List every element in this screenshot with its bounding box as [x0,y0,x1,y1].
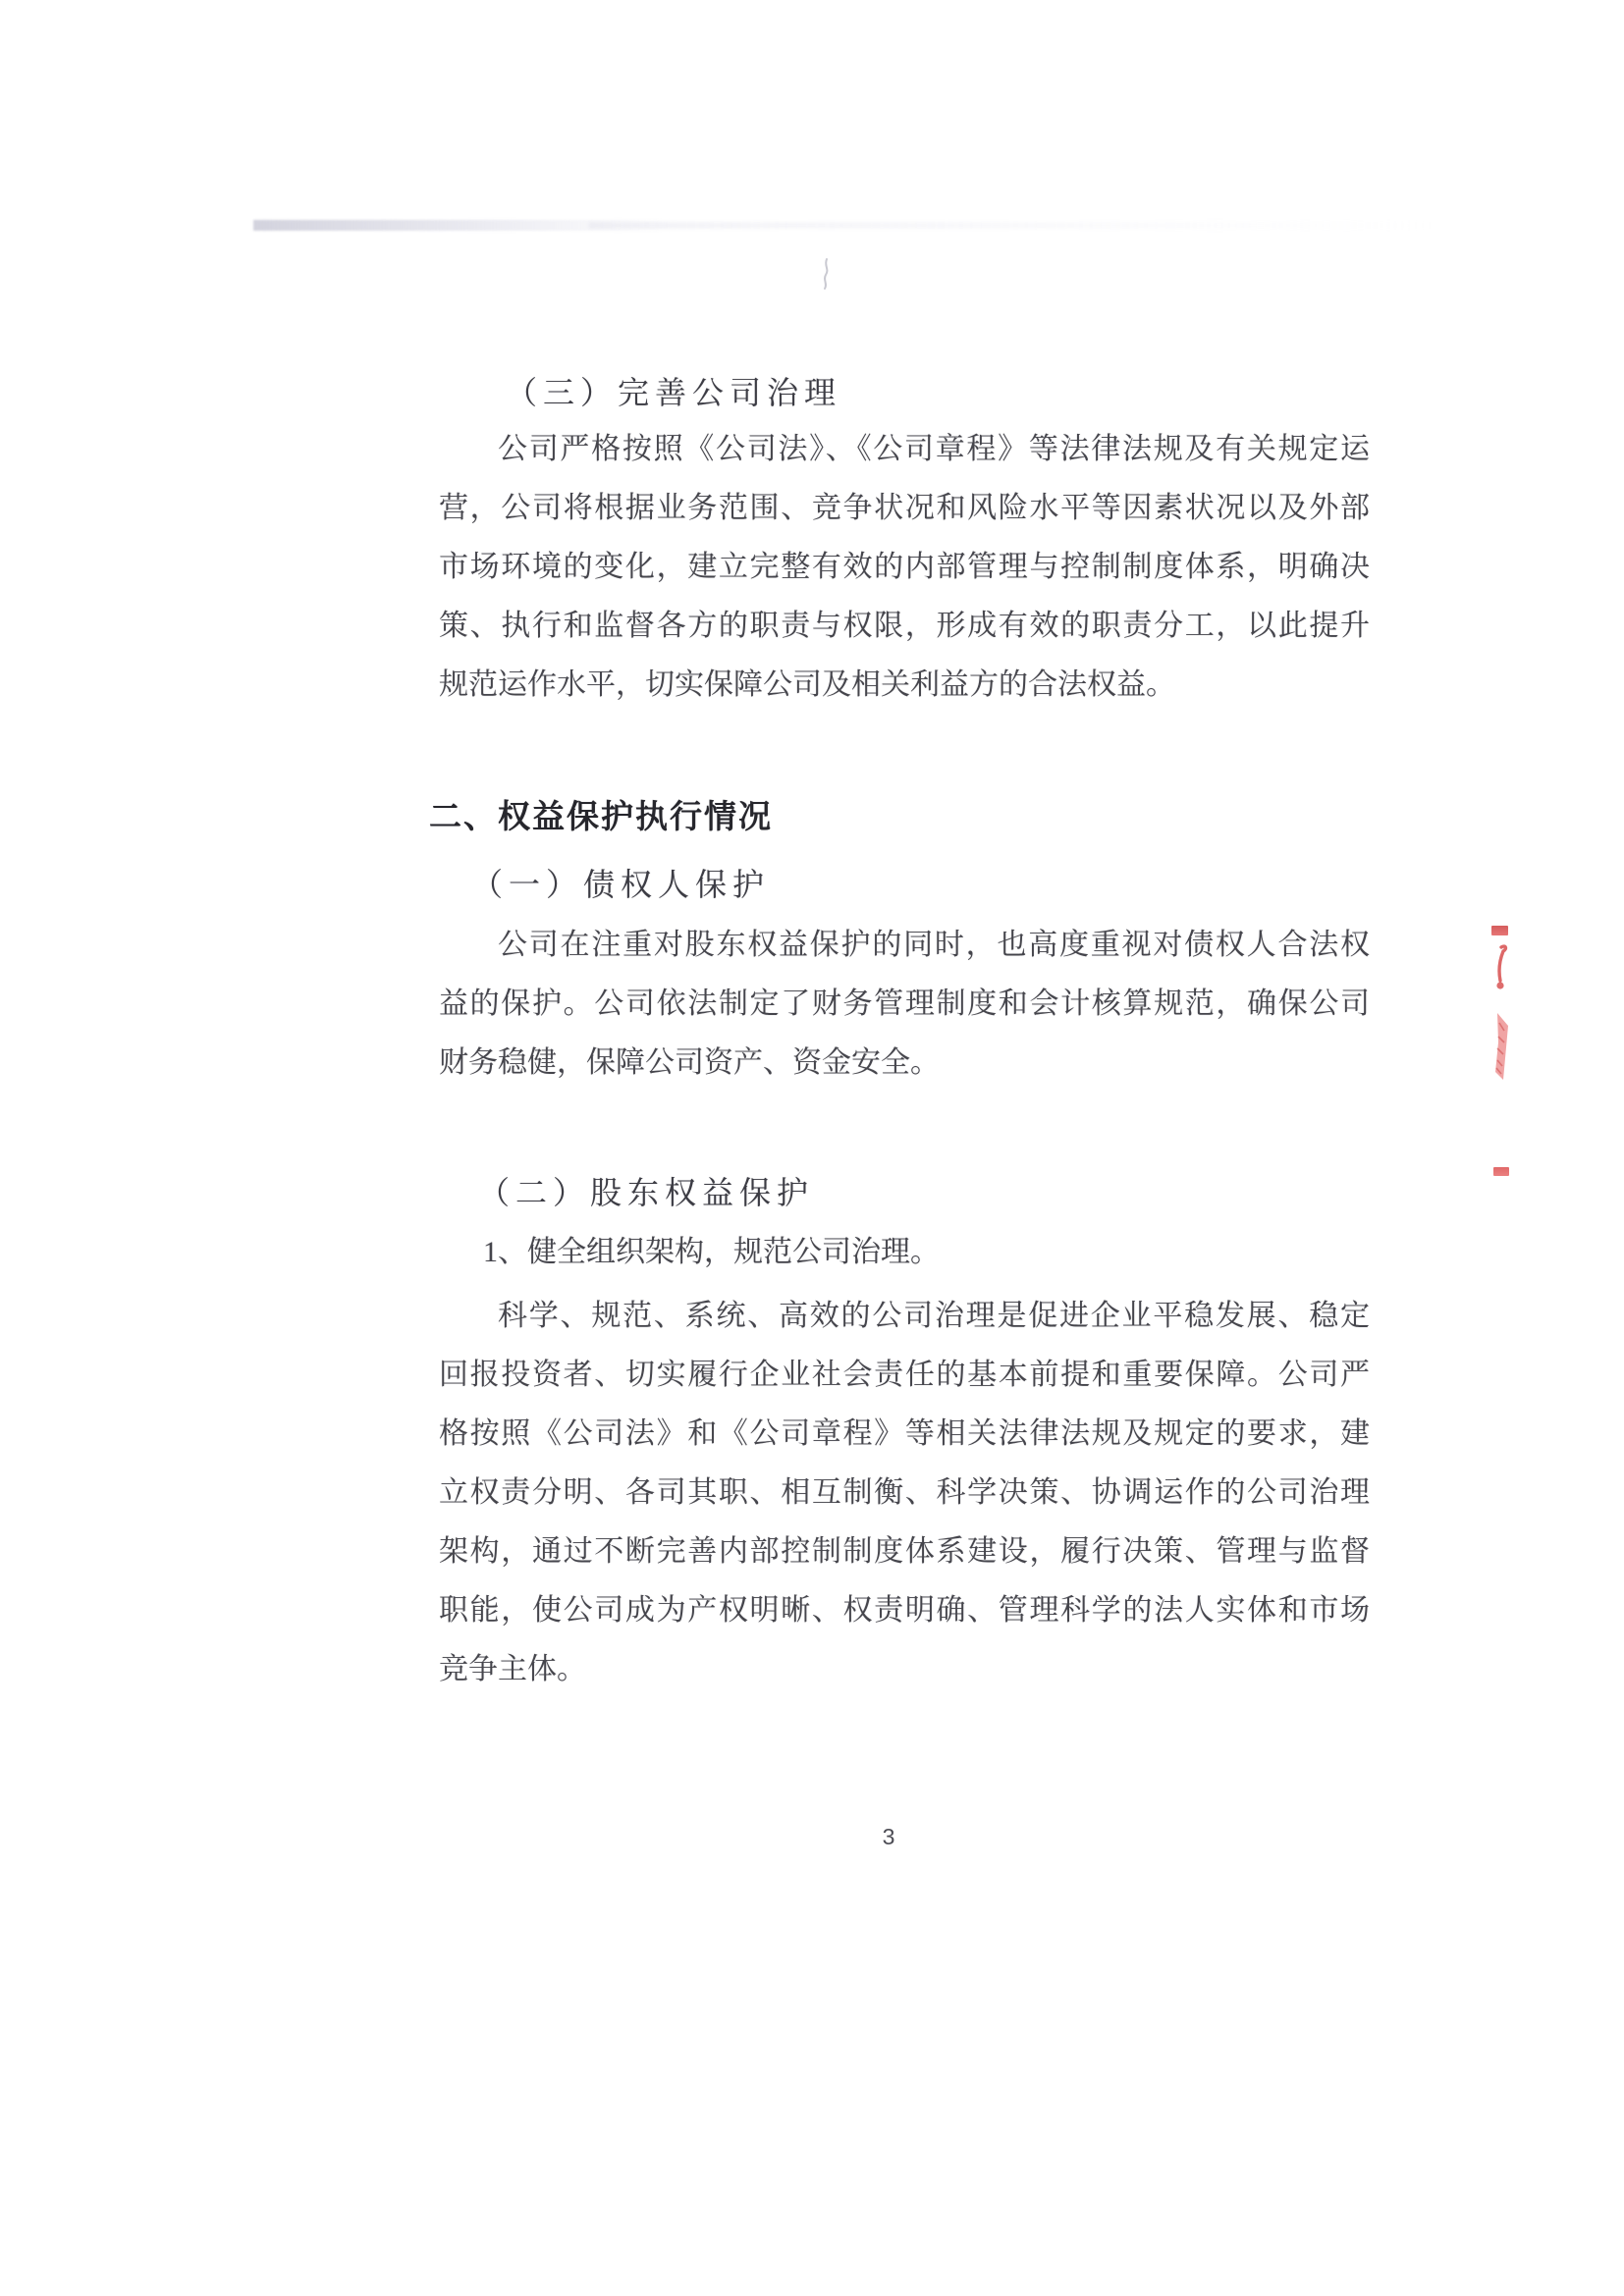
body-text-line: 财务稳健，保障公司资产、资金安全。 [439,1046,940,1079]
body-text-line: 立权责分明、各司其职、相互制衡、科学决策、协调运作的公司治理 [439,1476,1370,1509]
red-seal-fragment-bar-top [1491,926,1508,935]
part-2-heading: 二、权益保护执行情况 [429,798,773,834]
body-text-line: 益的保护。公司依法制定了财务管理制度和会计核算规范，确保公司 [439,988,1370,1020]
body-text-line: 科学、规范、系统、高效的公司治理是促进企业平稳发展、稳定 [498,1300,1370,1332]
red-seal-fragment-hatched [1485,1009,1514,1088]
body-text-line: 公司在注重对股东权益保护的同时，也高度重视对债权人合法权 [498,929,1370,961]
red-seal-fragment-stroke [1487,940,1512,995]
red-seal-fragment-bar-bottom [1493,1167,1509,1176]
body-text-line: 市场环境的变化，建立完整有效的内部管理与控制制度体系，明确决 [439,551,1370,583]
body-text-line: 架构，通过不断完善内部控制制度体系建设，履行决策、管理与监督 [439,1535,1370,1568]
body-text-line: 职能，使公司成为产权明晰、权责明确、管理科学的法人实体和市场 [439,1594,1370,1627]
sub-2-heading: （二）股东权益保护 [478,1175,815,1210]
body-text-line: 规范运作水平，切实保障公司及相关利益方的合法权益。 [439,668,1175,701]
body-text-line: 营，公司将根据业务范围、竞争状况和风险水平等因素状况以及外部 [439,492,1370,524]
body-text-line: 竞争主体。 [439,1653,586,1685]
sub-1-heading: （一）债权人保护 [471,867,771,902]
numbered-item: 1、健全组织架构，规范公司治理。 [483,1236,940,1268]
page-number: 3 [882,1824,895,1849]
body-text-line: 策、执行和监督各方的职责与权限，形成有效的职责分工，以此提升 [439,610,1370,642]
body-text-line: 格按照《公司法》和《公司章程》等相关法律法规及规定的要求，建 [439,1417,1370,1450]
section-3-heading: （三）完善公司治理 [506,375,842,410]
scan-edge-shadow-faint [589,222,1434,229]
body-text-line: 回报投资者、切实履行企业社会责任的基本前提和重要保障。公司严 [439,1359,1370,1391]
scan-speck [818,257,834,291]
body-text-line: 公司严格按照《公司法》、《公司章程》等法律法规及有关规定运 [498,433,1370,465]
